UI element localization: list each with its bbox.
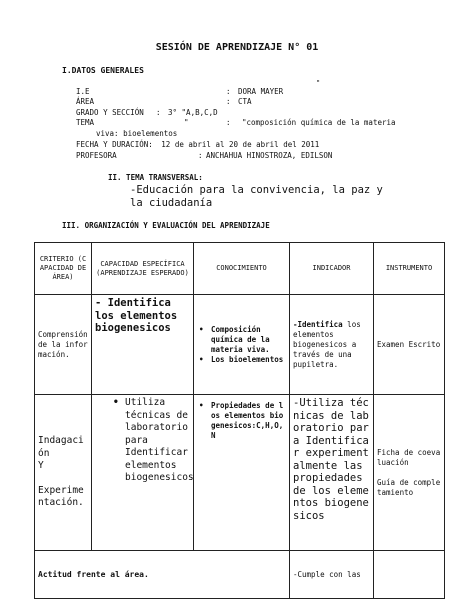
indicador-cell: -Utiliza técnicas de laboratorio para Identificar experimentalmente las propiedades de los elementos biogenesicos <box>290 395 374 551</box>
header-capacidad: CAPACIDAD ESPECÍFICA (APRENDIZAJE ESPERADO) <box>92 243 194 295</box>
info-label: GRADO Y SECCIÓN <box>76 108 144 117</box>
info-label: I.E <box>76 87 90 96</box>
table-row <box>35 551 445 599</box>
instrumento-cell <box>374 395 445 551</box>
info-row-area <box>76 97 252 107</box>
criterio-cell: Comprensión de la información. <box>35 295 92 395</box>
actitud-cell: Actitud frente al área. <box>35 551 290 599</box>
list-item: • Utiliza técnicas de laboratorio para Identificar elementos biogenesicos <box>111 397 190 485</box>
instrumento-cell: Examen Escrito <box>374 295 445 395</box>
capacidad-cell <box>92 395 194 551</box>
table-header-row <box>35 243 445 295</box>
info-value: DORA MAYER <box>238 87 284 96</box>
info-label: PROFESORA <box>76 151 117 160</box>
info-value: 12 de abril al 20 de abril del 2011 <box>161 140 320 149</box>
info-value: viva: bioelementos <box>96 129 178 138</box>
instrumento-spacer <box>377 468 441 478</box>
indicador-text: los elementos biogenesicos a través de una pupiletra. <box>293 319 361 369</box>
info-row-tema-cont <box>96 129 177 139</box>
info-sep: : <box>156 108 161 117</box>
table-row <box>35 395 445 551</box>
info-quote: " <box>184 118 189 127</box>
info-sep: : <box>226 118 231 127</box>
evaluation-table <box>34 242 445 599</box>
info-sep: : <box>226 97 231 106</box>
list-item: • Composición química de la materia viva. <box>197 325 286 355</box>
tema-transversal-text: -Educación para la convivencia, la paz y la ciudadanía <box>130 184 383 209</box>
info-value: ANCHAHUA HINOSTROZA, EDILSON <box>206 151 333 160</box>
info-label: TEMA <box>76 118 95 127</box>
header-criterio: CRITERIO (CAPACIDAD DE ÁREA) <box>35 243 92 295</box>
info-row-tema <box>76 118 396 128</box>
info-value: "composición química de la materia <box>242 118 396 127</box>
instrumento-item: Ficha de coevaluación <box>377 447 441 467</box>
info-sep: : <box>226 87 231 96</box>
criterio-line: Indagación <box>38 435 84 459</box>
instrumento-item: Guía de completamiento <box>377 477 441 497</box>
criterio-cell <box>35 395 92 551</box>
indicador-verb: -Identifica <box>293 319 343 329</box>
criterio-spacer <box>38 473 88 485</box>
info-row-grado <box>76 108 218 118</box>
conocimiento-cell <box>194 295 290 395</box>
quote-mark: " <box>316 79 321 87</box>
info-value: CTA <box>238 97 252 106</box>
section-datos-generales-title: I.DATOS GENERALES <box>62 66 144 75</box>
criterio-line: Experimentación. <box>38 484 84 509</box>
indicador-cell: -Cumple con las <box>290 551 374 599</box>
indicador-cell <box>290 295 374 395</box>
header-conocimiento: CONOCIMIENTO <box>194 243 290 295</box>
section-tema-transversal-title: II. TEMA TRANSVERSAL: <box>108 173 203 182</box>
info-row-profesora <box>76 151 333 161</box>
info-label: ÁREA <box>76 97 95 106</box>
page-title: SESIÓN DE APRENDIZAJE N° 01 <box>155 42 319 53</box>
info-sep: : <box>198 151 203 160</box>
criterio-line: Y <box>38 460 44 472</box>
info-label: FECHA Y DURACIÓN: <box>76 140 153 149</box>
conocimiento-cell <box>194 395 290 551</box>
list-item: • Los bioelementos <box>197 355 286 365</box>
info-row-fecha <box>76 140 319 150</box>
instrumento-cell <box>374 551 445 599</box>
list-item: • Propiedades de los elementos biogenesicos:C,H,O,N <box>197 401 286 441</box>
capacidad-cell: - Identifica los elementos biogenesicos <box>92 295 194 395</box>
header-instrumento: INSTRUMENTO <box>374 243 445 295</box>
info-row-ie <box>76 87 284 97</box>
header-indicador: INDICADOR <box>290 243 374 295</box>
table-row <box>35 295 445 395</box>
info-value: 3° "A,B,C,D <box>168 108 218 117</box>
section-organizacion-title: III. ORGANIZACIÓN Y EVALUACIÓN DEL APRENDIZAJE <box>62 221 270 230</box>
